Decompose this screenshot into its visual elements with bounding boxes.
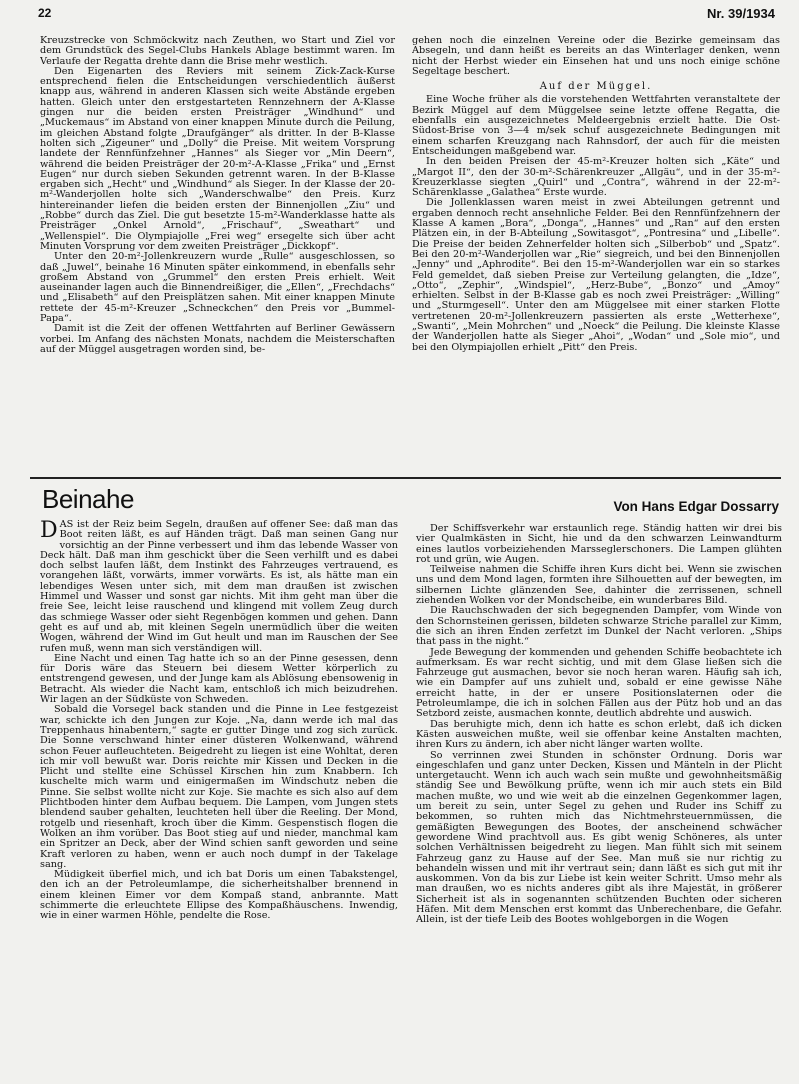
paragraph: Eine Nacht und einen Tag hatte ich so an der Pinne gesessen, denn für Doris wäre das Steuern bei diesem Wetter körperlich zu entstrengend gewesen, und der Junge kam als Ablösung ebensowenig in Betracht. Als wieder die Nacht kam, entschloß ich mich beizudrehen. Wir lagen an der Südküste von Schweden.: [40, 652, 398, 706]
article-title: Beinahe: [42, 484, 134, 514]
previous-article-column-left: [40, 36, 395, 474]
article-column-left: [40, 520, 398, 1078]
paragraph: Den Eigenarten des Reviers mit seinem Zick-Zack-Kurse entsprechend fielen die Entscheidungen verschiedentlich äußerst knapp aus, während in anderen Klassen sich weite Abstände ergeben hatten. Gleich unter den erstgestarteten Rennzehnern der A-Klasse gingen nur die beiden ersten Preisträger „Windhund“ und „Muckemaus“ im Abstand von einer knappen Minute durch die Peilung, im gleichen Abstand folgte „Draufgänger“ als dritter. In der B-Klasse holten sich „Zigeuner“ und „Dolly“ die Preise. Mit weitem Vorsprung landete der Rennfünfzehner „Hannes“ als Sieger vor „Min Deern“, während die beiden Preisträger der 20-m²-A-Klasse „Frika“ und „Ernst Eugen“ nur durch sieben Sekunden getrennt waren. In der B-Klasse ergaben sich „Hecht“ und „Windhund“ als Sieger. In der Klasse der 20-m²-Wanderjollen holte sich „Wanderschwalbe“ den Preis. Kurz hintereinander liefen die beiden ersten der Binnenjollen „Ziu“ und „Robbe“ durch das Ziel. Die gut besetzte 15-m²-Wanderklasse hatte als Preisträger „Onkel Arnold“, „Frischauf“, „Sweathart“ und „Wellenspiel“. Die Olympiajolle „Frei weg“ ersegelte sich über acht Minuten Vorsprung vor dem zweiten Preisträger „Dickkopf“.: [40, 65, 395, 252]
paragraph: Der Schiffsverkehr war erstaunlich rege. Ständig hatten wir drei bis vier Qualmkästen in Sicht, hie und da den schwarzen Leinwandturm eines lautlos vorbeiziehenden Marsseglerschoners. Die Lampen glühten rot und grün, wie Augen.: [416, 524, 782, 565]
paragraph: Unter den 20-m²-Jollenkreuzern wurde „Rulle“ ausgeschlossen, so daß „Juwel“, beinahe 16 Minuten später einkommend, in ebenfalls sehr großem Abstand von „Grummel“ den ersten Preis erhielt. Weit auseinander lagen auch die Binnendreißiger, die „Ellen“, „Frechdachs“ und „Elisabeth“ auf den Preisplätzen sahen. Mit einer knappen Minute rettete der 45-m²-Kreuzer „Schneckchen“ den Preis vor „Bummel-Papa“.: [40, 251, 395, 325]
paragraph: Damit ist die Zeit der offenen Wettfahrten auf Berliner Gewässern vorbei. Im Anfang des nächsten Monats, nachdem die Meisterschaften auf der Müggel ausgetragen worden sind, be-: [40, 323, 395, 355]
article-column-right: [416, 524, 782, 1080]
paragraph: gehen noch die einzelnen Vereine oder die Bezirke gemeinsam das Absegeln, und dann heißt es bereits an das Winterlager denken, wenn nicht der Herbst wieder ein Einsehen hat und uns noch einige schöne Segeltage beschert.: [412, 36, 780, 77]
paragraph: In den beiden Preisen der 45-m²-Kreuzer holten sich „Käte“ und „Margot II“, den der 30-m²-Schärenkreuzer „Allgäu“, und in der 35-m²-Kreuzerklasse siegten „Quirl“ und „Contra“, während in der 22-m²-Schärenklasse „Galathea“ Erste wurde.: [412, 156, 780, 199]
paragraph: Jede Bewegung der kommenden und gehenden Schiffe beobachtete ich aufmerksam. Es war recht sichtig, und mit dem Glase ließen sich die Fahrzeuge gut ausmachen, bevor sie noch heran waren. Häufig sah ich, wie ein Dampfer auf uns zuhielt und, sobald er eine gewisse Nähe erreicht hatte, in der er unsere Positionslaternen oder die Petroleumlampe, die ich in solchen Fällen aus der Pütz hob und an das Setzbord zeiste, ausmachen konnte, deutlich abdrehte und auswich.: [416, 646, 782, 720]
page-number: 22: [38, 6, 52, 20]
paragraph: Kreuzstrecke von Schmöckwitz nach Zeuthen, wo Start und Ziel vor dem Grundstück des Segel-Clubs Hankels Ablage bestimmt waren. Im Verlaufe der Regatta drehte dann die Brise mehr westlich.: [40, 36, 395, 67]
paragraph: Die Rauchschwaden der sich begegnenden Dampfer, vom Winde von den Schornsteinen gerissen, bildeten schwarze Striche parallel zur Kimm, die sich an ihren Enden zerfetzt im Dunkel der Nacht verloren. „Ships that pass in the night.“: [416, 605, 782, 648]
paragraph: Das beruhigte mich, denn ich hatte es schon erlebt, daß ich dicken Kästen ausweichen mußte, weil sie offenbar keine Anstalten machten, ihren Kurs zu ändern, ich aber nicht länger warten wollte.: [416, 718, 782, 751]
paragraph: So verrinnen zwei Stunden in schönster Ordnung. Doris war eingeschlafen und ganz unter Decken, Kissen und Mänteln in der Plicht untergetaucht. Wenn ich auch wach sein mußte und gewohnheitsmäßig ständig See und Bewölkung prüfte, wenn ich mir auch stets ein Bild machen mußte, wo und wie weit ab die einzelnen Gegenkommer lagen, um bereit zu sein, unter Segel zu gehen und Ruder ins Schiff zu bekommen, so ruhten mich das Nichtmehrsteuernmüssen, die gemäßigten Bewegungen des Bootes, der anscheinend schwächer gewordene Wind prachtvoll aus. Es gibt wenig Schöneres, als unter solchen Verhältnissen beigedreht zu liegen. Man fühlt sich mit seinem Fahrzeug ganz zu Hause auf der See. Man muß sie nur richtig zu behandeln wissen und mit ihr vertraut sein; dann läßt es sich gut mit ihr auskommen. Von da bis zur Liebe ist kein weiter Schritt. Umso mehr als man draußen, wo es nichts anderes gibt als ihre Majestät, in größerer Sicherheit ist als in sogenannten schützenden Buchten oder sicheren Häfen. Mit dem Menschen erst kommt das Unberechenbare, die Gefahr. Allein, ist der tiefe Leib des Bootes wohlgeborgen in die Wogen: [416, 749, 782, 926]
paragraph: Die Jollenklassen waren meist in zwei Abteilungen getrennt und ergaben dennoch recht ansehnliche Felder. Bei den Rennfünfzehnern der Klasse A kamen „Bora“, „Donga“, „Hannes“ und „Ran“ auf den ersten Plätzen ein, in der B-Abteilung „Sowitasgot“, „Pontresina“ und „Libelle“. Die Preise der beiden Zehnerfelder holten sich „Silberbob“ und „Spatz“. Bei den 20-m²-Wanderjollen war „Rie“ siegreich, und bei den Binnenjollen „Jenny“ und „Aphrodite“. Bei den 15-m²-Wanderjollen war ein so starkes Feld gemeldet, daß sieben Preise zur Verteilung gelangten, die „Idze“, „Otto“, „Zephir“, „Windspiel“, „Herz-Bube“, „Bonzo“ und „Amoy“ erhielten. Selbst in der B-Klasse gab es noch zwei Preisträger: „Willing“ und „Sturmgesell“. Unter den am Müggelsee mit einer starken Flotte vertretenen 20-m²-Jollenkreuzern passierten als erste „Wetterhexe“, „Swanti“, „Mein Mohrchen“ und „Noeck“ die Peilung. Die kleinste Klasse der Wanderjollen hatte als Sieger „Ahoi“, „Wodan“ und „Sole mio“, und bei den Olympiajollen erhielt „Pitt“ den Preis.: [412, 197, 780, 353]
paragraph: [40, 520, 398, 654]
article-byline: Von Hans Edgar Dossarry: [613, 499, 779, 514]
paragraph: Teilweise nahmen die Schiffe ihren Kurs dicht bei. Wenn sie zwischen uns und dem Mond lagen, formten ihre Silhouetten auf der bewegten, im silbernen Lichte glänzenden See, dahinter die zerrissenen, schnell ziehenden Wolken vor der Mondscheibe, ein wunderbares Bild.: [416, 564, 782, 607]
previous-article-column-right: [412, 36, 780, 474]
section-subheading: Auf der Müggel.: [539, 81, 653, 93]
section-divider: [30, 477, 781, 479]
paragraph: Eine Woche früher als die vorstehenden Wettfahrten veranstaltete der Bezirk Müggel auf dem Müggelsee seine letzte offene Regatta, die ebenfalls ein ausgezeichnetes Meldeergebnis erzielt hatte. Die Ost-Südost-Brise von 3—4 m/sek schuf ausgezeichnete Bedingungen mit einem scharfen Kreuzgang nach Rahnsdorf, der auch für die meisten Entscheidungen maßgebend war.: [412, 94, 780, 157]
paragraph: Sobald die Vorsegel back standen und die Pinne in Lee festgezeist war, schickte ich den Jungen zur Koje. „Na, dann werde ich mal das Treppenhaus hinabentern,“ sagte er gutter Dinge und zog sich zurück. Die Sonne verschwand hinter einer düsteren Wolkenwand, während schon Feuer aufleuchteten. Beigedreht zu liegen ist eine Wohltat, deren ich mir voll bewußt war. Doris reichte mir Kissen und Decken in die Plicht und stellte eine Schüssel Kirschen hin zum Knabbern. Ich kuschelte mich warm und einigermaßen im Windschutz neben die Pinne. Sie selbst wollte nicht zur Koje. Sie machte es sich also auf dem Plichtboden hinter dem Aufbau bequem. Die Lampen, vom Jungen stets blendend sauber gehalten, leuchteten hell über die Reeling. Der Mond, rotgelb und riesenhaft, kroch über die Kimm. Gespenstisch flogen die Wolken an ihm vorüber. Das Boot stieg auf und nieder, manchmal kam ein Spritzer an Deck, aber der Wind schien sanft geworden und seine Kraft verloren zu haben, wenn er auch noch dumpf in der Takelage sang.: [40, 704, 398, 870]
paragraph: Müdigkeit überfiel mich, und ich bat Doris um einen Tabakstengel, den ich an der Petroleumlampe, die sicherheitshalber brennend in einem kleinen Eimer vor dem Kompaß stand, anbrannte. Matt schimmerte die erleuchtete Ellipse des Kompaßhäuschens. Inwendig, wie in einer warmen Höhle, pendelte die Rose.: [40, 869, 398, 922]
issue-number: Nr. 39/1934: [707, 6, 775, 21]
paragraph-text: AS ist der Reiz beim Segeln, draußen auf offener See: daß man das Boot reiten läßt, es auf Händen trägt. Daß man seinen Gang nur vorsichtig an der Pinne verbessert und ihm das lebende Wasser von Deck hält. Daß man ihm geschickt über die Seen verhilft und es dabei doch selbst laufen läßt, dem Instinkt des Fahrzeuges vertrauend, es vorangehen läßt, vorwärts, immer vorwärts. Es ist, als hätte man ein lebendiges Wesen unter sich, mit dem man draußen ist zwischen Himmel und Wasser und sonst gar nichts. Mit ihm geht man über die freie See, leicht leise rauschend und klingend mit vollem Zeug durch das schmiege Wasser oder sieht Regenbögen kommen und gehen. Dann geht es auf und ab, mit kleinen Segeln unermüdlich über die weiten Wogen, während der Wind im Gut heult und man im Rauschen der See rufen muß, wenn man sich verständigen will.: [40, 520, 398, 654]
drop-cap: D: [40, 520, 58, 543]
